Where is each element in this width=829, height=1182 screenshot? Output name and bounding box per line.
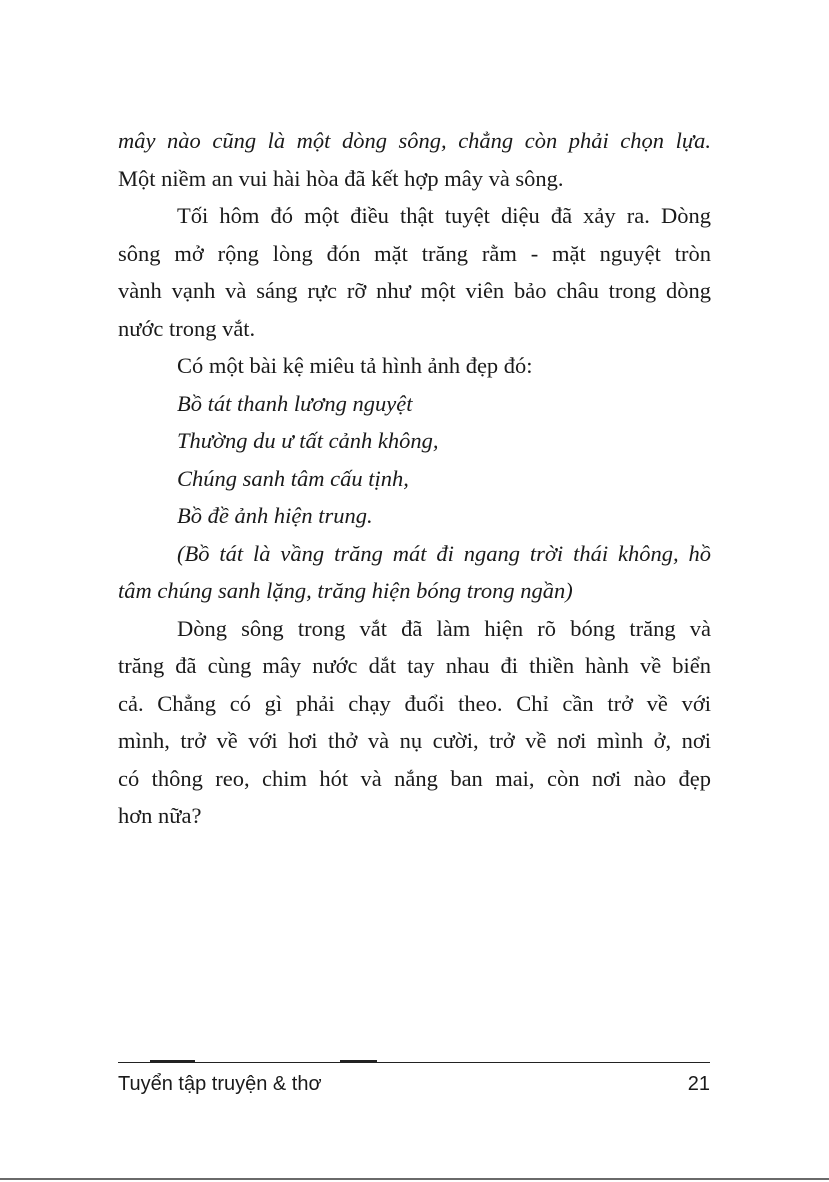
- verse-line: Thường du ư tất cảnh không,: [177, 428, 439, 453]
- page-number: 21: [687, 1073, 710, 1095]
- text-line: mây nào cũng là một dòng sông, chẳng còn phải chọn lựa.: [118, 128, 711, 153]
- footer-divider-accent: [340, 1060, 377, 1062]
- text-line: nước trong vắt.: [118, 315, 256, 341]
- text-line: vành vạnh và sáng rực rỡ như một viên bảo châu trong dòng: [118, 278, 711, 303]
- text-line: Có một bài kệ miêu tả hình ảnh đẹp đó:: [177, 353, 533, 378]
- page-bottom-edge: [0, 1178, 829, 1180]
- footer-divider: [118, 1062, 710, 1063]
- verse-line: Bồ tát thanh lương nguyệt: [177, 390, 413, 416]
- text-line: Dòng sông trong vắt đã làm hiện rõ bóng trăng và: [177, 615, 711, 641]
- text-line: trăng đã cùng mây nước dắt tay nhau đi thiền hành về biển: [118, 653, 711, 678]
- verse-translation-line: tâm chúng sanh lặng, trăng hiện bóng trong ngần): [118, 578, 573, 603]
- verse-line: Bồ đề ảnh hiện trung.: [177, 503, 373, 528]
- footer-divider-accent: [150, 1060, 195, 1062]
- text-line: hơn nữa?: [118, 803, 202, 828]
- text-line: Tối hôm đó một điều thật tuyệt diệu đã xảy ra. Dòng: [177, 203, 711, 228]
- text-line: có thông reo, chim hót và nắng ban mai, còn nơi nào đẹp: [118, 765, 711, 791]
- text-line: mình, trở về với hơi thở và nụ cười, trở về nơi mình ở, nơi: [118, 728, 711, 753]
- verse-translation-line: (Bồ tát là vầng trăng mát đi ngang trời thái không, hồ: [177, 540, 711, 566]
- text-line: cả. Chẳng có gì phải chạy đuổi theo. Chỉ cần trở về với: [118, 690, 711, 716]
- page-body: [118, 122, 711, 835]
- text-line: Một niềm an vui hài hòa đã kết hợp mây và sông.: [118, 165, 564, 191]
- verse-line: Chúng sanh tâm cấu tịnh,: [177, 465, 409, 491]
- text-line: sông mở rộng lòng đón mặt trăng rằm - mặt nguyệt tròn: [118, 240, 711, 266]
- footer-book-title: Tuyển tập truyện & thơ: [118, 1073, 322, 1095]
